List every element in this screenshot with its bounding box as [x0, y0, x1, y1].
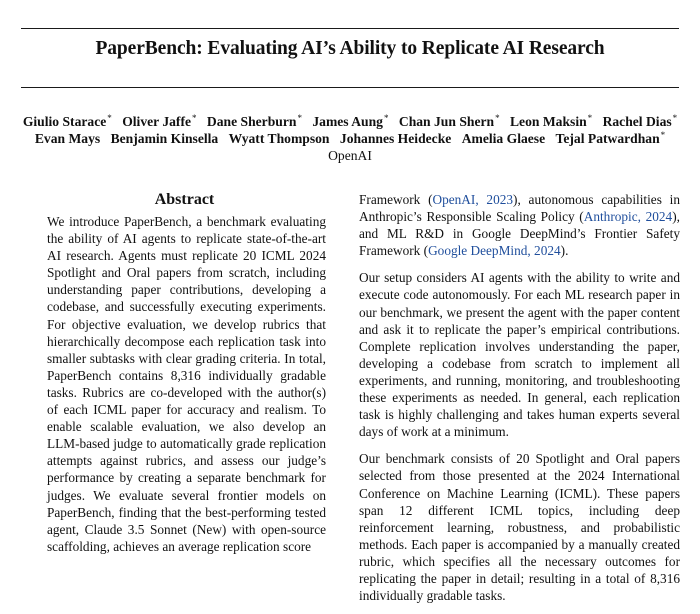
abstract-text: We introduce PaperBench, a benchmark evaluating the ability of AI agents to replicate state-of-the-art AI research. Agents must replicate 20 ICML 2024 Spotlight and Oral papers from scratch, including understanding paper contributions, developing a codebase, and successfully executing experiments. For objective evaluation, we develop rubrics that hierarchically decompose each replication task into smaller subtasks with clear grading criteria. In total, PaperBench contains 8,316 individually gradable tasks. Rubrics are co-developed with the author(s) of each ICML paper for accuracy and realism. To enable scalable evaluation, we also develop an LLM-based judge to automatically grade replication attempts against rubrics, and assess our judge’s performance by creating a separate benchmark for judges. We evaluate several frontier models on PaperBench, finding that the best-performing tested agent, Claude 3.5 Sonnet (New) with open-source scaffolding, achieves an average replication score: [47, 214, 326, 554]
author-block: [0, 113, 700, 164]
author: Chan Jun Shern*: [398, 113, 500, 129]
abstract-heading: Abstract: [154, 191, 215, 208]
citation-link[interactable]: Google DeepMind, 2024: [428, 243, 561, 259]
body-paragraph: Framework (OpenAI, 2023), autonomous capabilities in Anthropic’s Responsible Scaling Policy (Anthropic, 2024), and ML R&D in Google DeepMind’s Frontier Safety Framework (Google DeepMind, 2024).: [359, 192, 680, 259]
author: Oliver Jaffe*: [122, 113, 197, 129]
author: Dane Sherburn*: [206, 113, 302, 129]
author: Tejal Patwardhan*: [555, 130, 666, 146]
author: Evan Mays: [34, 131, 101, 146]
paper-title: PaperBench: Evaluating AI’s Ability to Replicate AI Research: [95, 38, 605, 59]
citation-link[interactable]: Anthropic, 2024: [583, 209, 673, 225]
author: Rachel Dias*: [602, 113, 678, 129]
affiliation: OpenAI: [328, 148, 372, 163]
author: Amelia Glaese: [461, 131, 546, 146]
citation-link[interactable]: OpenAI, 2023: [432, 192, 514, 207]
author: Leon Maksin*: [509, 113, 593, 129]
author: Benjamin Kinsella: [110, 131, 219, 146]
author: James Aung*: [312, 113, 389, 129]
author-line-2: [0, 130, 700, 147]
author: Johannes Heidecke: [339, 131, 452, 146]
author-line-1: [0, 113, 700, 130]
title-rule-top: [21, 28, 679, 29]
title-rule-bottom: [21, 87, 679, 88]
body-paragraph: Our benchmark consists of 20 Spotlight and Oral papers selected from those presented at the 2024 International Conference on Machine Learning (ICML). These papers span 12 different ICML topics, including deep reinforcement learning, robustness, and probabilistic methods. Each paper is accompanied by a manually created rubric, which specifies all the necessary outcomes for replicating the paper in detail; resulting in a total of 8,316 individually gradable tasks.: [359, 451, 680, 604]
author: Giulio Starace*: [22, 113, 112, 129]
author: Wyatt Thompson: [228, 131, 330, 146]
body-paragraph: Our setup considers AI agents with the ability to write and execute code autonomously. For each ML research paper in our benchmark, we present the agent with the paper content and ask it to replicate the paper’s empirical contributions. Complete replication involves understanding the paper, developing a codebase from scratch to implement all experiments, and running, monitoring, and troubleshooting these experiments as needed. In general, each replication task is highly challenging and takes human experts several days of work at a minimum.: [359, 270, 680, 440]
